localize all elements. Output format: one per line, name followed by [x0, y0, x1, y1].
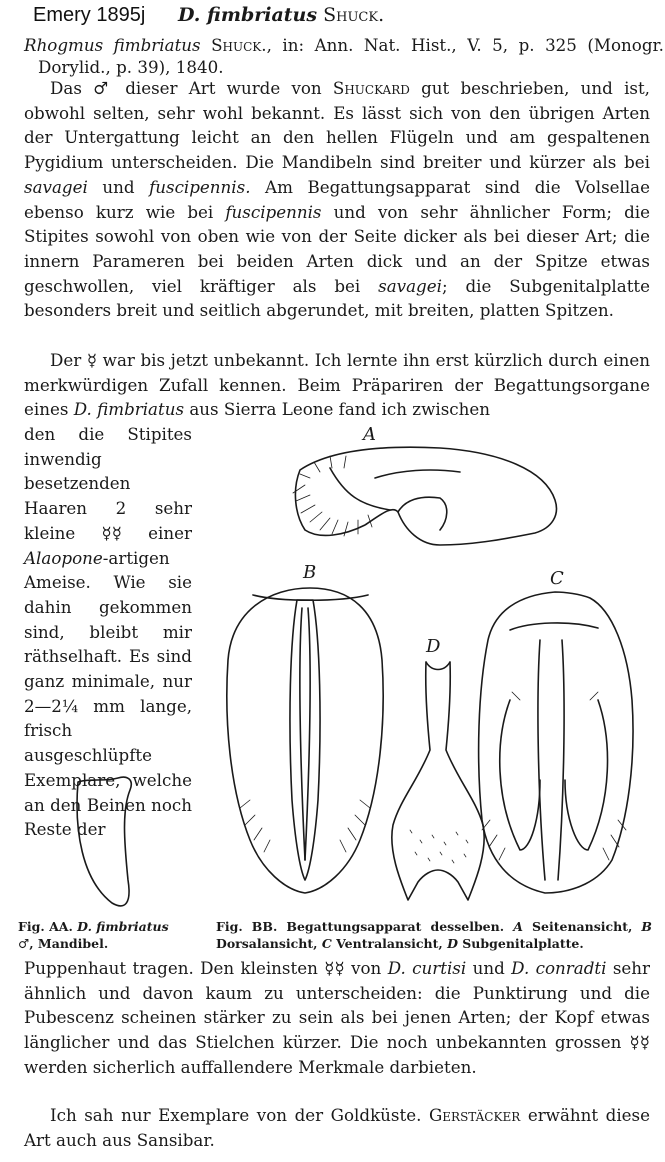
species-name: savagei: [378, 275, 442, 296]
caption-text: ♂, Mandibel.: [18, 936, 109, 951]
species-name: D. conradti: [511, 958, 607, 978]
caption-letter: D: [447, 936, 458, 951]
text-run: Am Begattungsapparat sind die Volsellae ebenso kurz wie bei: [24, 176, 651, 222]
caption-text: Fig. AA.: [18, 919, 78, 934]
caption-text: Fig. BB. Begattungsapparat desselben.: [216, 919, 514, 934]
text-run: aus Sierra Leone fand ich zwischen: [184, 399, 490, 420]
genus-name: Alaopone: [24, 547, 103, 568]
paragraph-pupal: [24, 956, 650, 1080]
text-run: den die Stipites inwendig besetzenden Haaren 2 sehr kleine ☿☿ einer: [24, 424, 192, 543]
text-run: Puppenhaut tragen. Den kleinsten ☿☿ von: [24, 958, 388, 978]
figure-c-ventral: [479, 592, 633, 893]
figure-d-subgenital: [392, 662, 484, 900]
taxon-name: D. fimbriatus: [178, 4, 318, 26]
synonym-ref-1: , in: Ann. Nat. Hist., V. 5, p. 325 (Monogr.: [266, 35, 664, 55]
caption-text: Seitenansicht,: [522, 919, 642, 934]
caption-species: D. fimbriatus: [77, 919, 169, 934]
caption-fig-aa: [18, 918, 208, 952]
figure-b-dorsal: [227, 588, 383, 893]
figure-a-lateral: [293, 447, 556, 545]
caption-text: Ventralansicht,: [331, 936, 448, 951]
text-run: Ich sah nur Exemplare von der Goldküste.: [50, 1105, 429, 1125]
text-run: ; die Subgenitalplatte besonders breit und seitlich abgerundet, mit breiten, platten Spitzen.: [24, 275, 650, 321]
caption-letter: B: [641, 919, 652, 934]
author-name: Shuckard: [332, 78, 410, 98]
figure-label-c: C: [550, 568, 564, 589]
caption-letter: C: [321, 936, 332, 951]
caption-letter: A: [513, 919, 523, 934]
text-run: Der ☿ war bis jetzt unbekannt. Ich lernte ihn erst kürzlich durch einen merkwürdigen Zufall kennen. Beim Präpariren der Begattungsorgane eines: [24, 350, 650, 420]
species-name: D. fimbriatus: [73, 399, 185, 420]
author-name: Gerstäcker: [428, 1105, 521, 1125]
figure-label-d: D: [426, 636, 441, 657]
text-run: und: [87, 176, 150, 197]
synonym-name: Rhogmus fimbriatus: [24, 35, 201, 55]
species-name: fuscipennis.: [149, 176, 251, 197]
text-run: gut beschrieben, und ist, obwohl selten, sehr wohl bekannt. Es lässt sich von den übrigen Arten der Untergattung leicht an den hellen Flügeln und am gespaltenen Pygidium unterscheiden. Die Mandibeln sind breiter und kürzer als bei: [24, 78, 650, 173]
text-run: und: [466, 958, 512, 978]
paragraph-distribution: [24, 1103, 650, 1152]
source-tag: Emery 1895j: [33, 4, 146, 26]
figure-label-b: B: [303, 562, 317, 583]
caption-text: Dorsalansicht,: [216, 936, 322, 951]
text-run: -artigen Ameise. Wie sie dahin gekommen sind, bleibt mir räthselhaft. Es sind ganz minimale, nur 2—2¼ mm lange, frisch ausgeschlüpfte Exemplare, welche an den Beinen noch Reste der: [24, 547, 192, 840]
text-run: und von sehr ähnlicher Form; die Stipites sowohl von oben wie von der Seite dicker als bei dieser Art; die innern Parameren bei beiden Arten dick und an der Spitze etwas geschwollen, viel kräftiger als bei: [24, 201, 650, 296]
species-name: D. curtisi: [387, 958, 467, 978]
text-run: erwähnt diese Art auch aus Sansibar.: [24, 1105, 650, 1150]
taxon-author: Shuck.: [323, 4, 385, 26]
species-name: savagei: [24, 176, 88, 197]
species-name: fuscipennis: [225, 201, 322, 222]
figure-label-a: A: [363, 424, 376, 445]
synonym-ref-2: Dorylid., p. 39), 1840.: [38, 57, 224, 77]
caption-fig-bb: [216, 918, 652, 952]
text-run: Das ♂ dieser Art wurde von: [50, 78, 333, 98]
text-run: sehr ähnlich und davon kaum zu unterscheiden: die Punktirung und die Pubescenz scheinen stärker zu sein als bei jenen Arten; der Kopf etwas länglicher und das Stielchen kürzer. Die noch unbekannten grossen ☿☿ werden sicherlich auffallendere Merkmale darbieten.: [24, 958, 651, 1077]
synonym-author: Shuck.: [211, 35, 267, 55]
mandible-figure: [77, 777, 131, 906]
caption-text: Subgenitalplatte.: [457, 936, 584, 951]
